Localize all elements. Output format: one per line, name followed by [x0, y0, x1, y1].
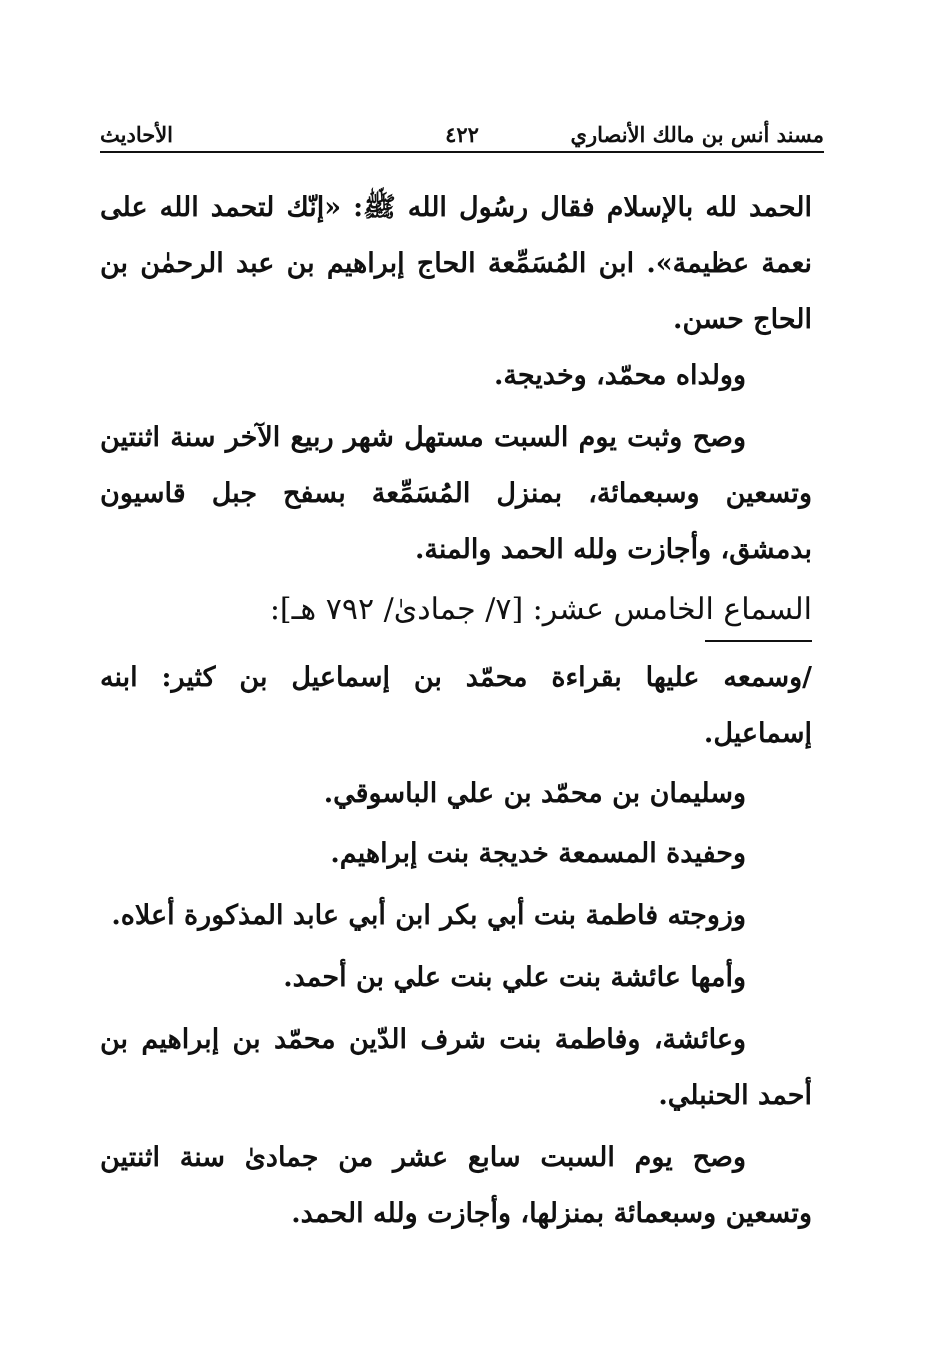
- section-title: الأحاديث: [100, 122, 174, 147]
- heading-underline: [705, 640, 812, 642]
- paragraph-8: وأمها عائشة بنت علي بنت علي بن أحمد.: [283, 962, 746, 993]
- paragraph-9: وعائشة، وفاطمة بنت شرف الدّين محمّد بن إبراهيم بن أحمد الحنبلي.: [100, 1024, 812, 1111]
- paragraph-7: وزوجته فاطمة بنت أبي بكر ابن أبي عابد المذكورة أعلاه.: [111, 900, 746, 931]
- paragraph-10: وصح يوم السبت سابع عشر من جمادىٰ سنة اثنتين وتسعين وسبعمائة بمنزلها، وأجازت ولله الحمد.: [100, 1142, 812, 1229]
- book-title: مسند أنس بن مالك الأنصاري: [570, 122, 824, 147]
- header-rule: [100, 151, 824, 153]
- page-number: ٤٢٢: [445, 122, 479, 147]
- paragraph-1: الحمد لله بالإسلام فقال رسُول الله ﷺ: «إنّك لتحمد الله على نعمة عظيمة». ابن المُسَمِّعة الحاج إبراهيم بن عبد الرحمٰن بن الحاج حسن.: [100, 192, 812, 335]
- paragraph-2: وولداه محمّد، وخديجة.: [493, 360, 746, 391]
- paragraph-5: وسليمان بن محمّد بن علي الباسوقي.: [323, 778, 746, 809]
- running-header: [100, 112, 824, 152]
- paragraph-6: وحفيدة المسمعة خديجة بنت إبراهيم.: [330, 838, 746, 869]
- paragraph-4: /وسمعه عليها بقراءة محمّد بن إسماعيل بن كثير: ابنه إسماعيل.: [100, 662, 812, 749]
- section-heading: السماع الخامس عشر: [٧/ جمادىٰ/ ٧٩٢ هـ]:: [269, 592, 812, 627]
- paragraph-3: وصح وثبت يوم السبت مستهل شهر ربيع الآخر سنة اثنتين وتسعين وسبعمائة، بمنزل المُسَمِّعة بسفح جبل قاسيون بدمشق، وأجازت ولله الحمد والمنة.: [100, 422, 812, 565]
